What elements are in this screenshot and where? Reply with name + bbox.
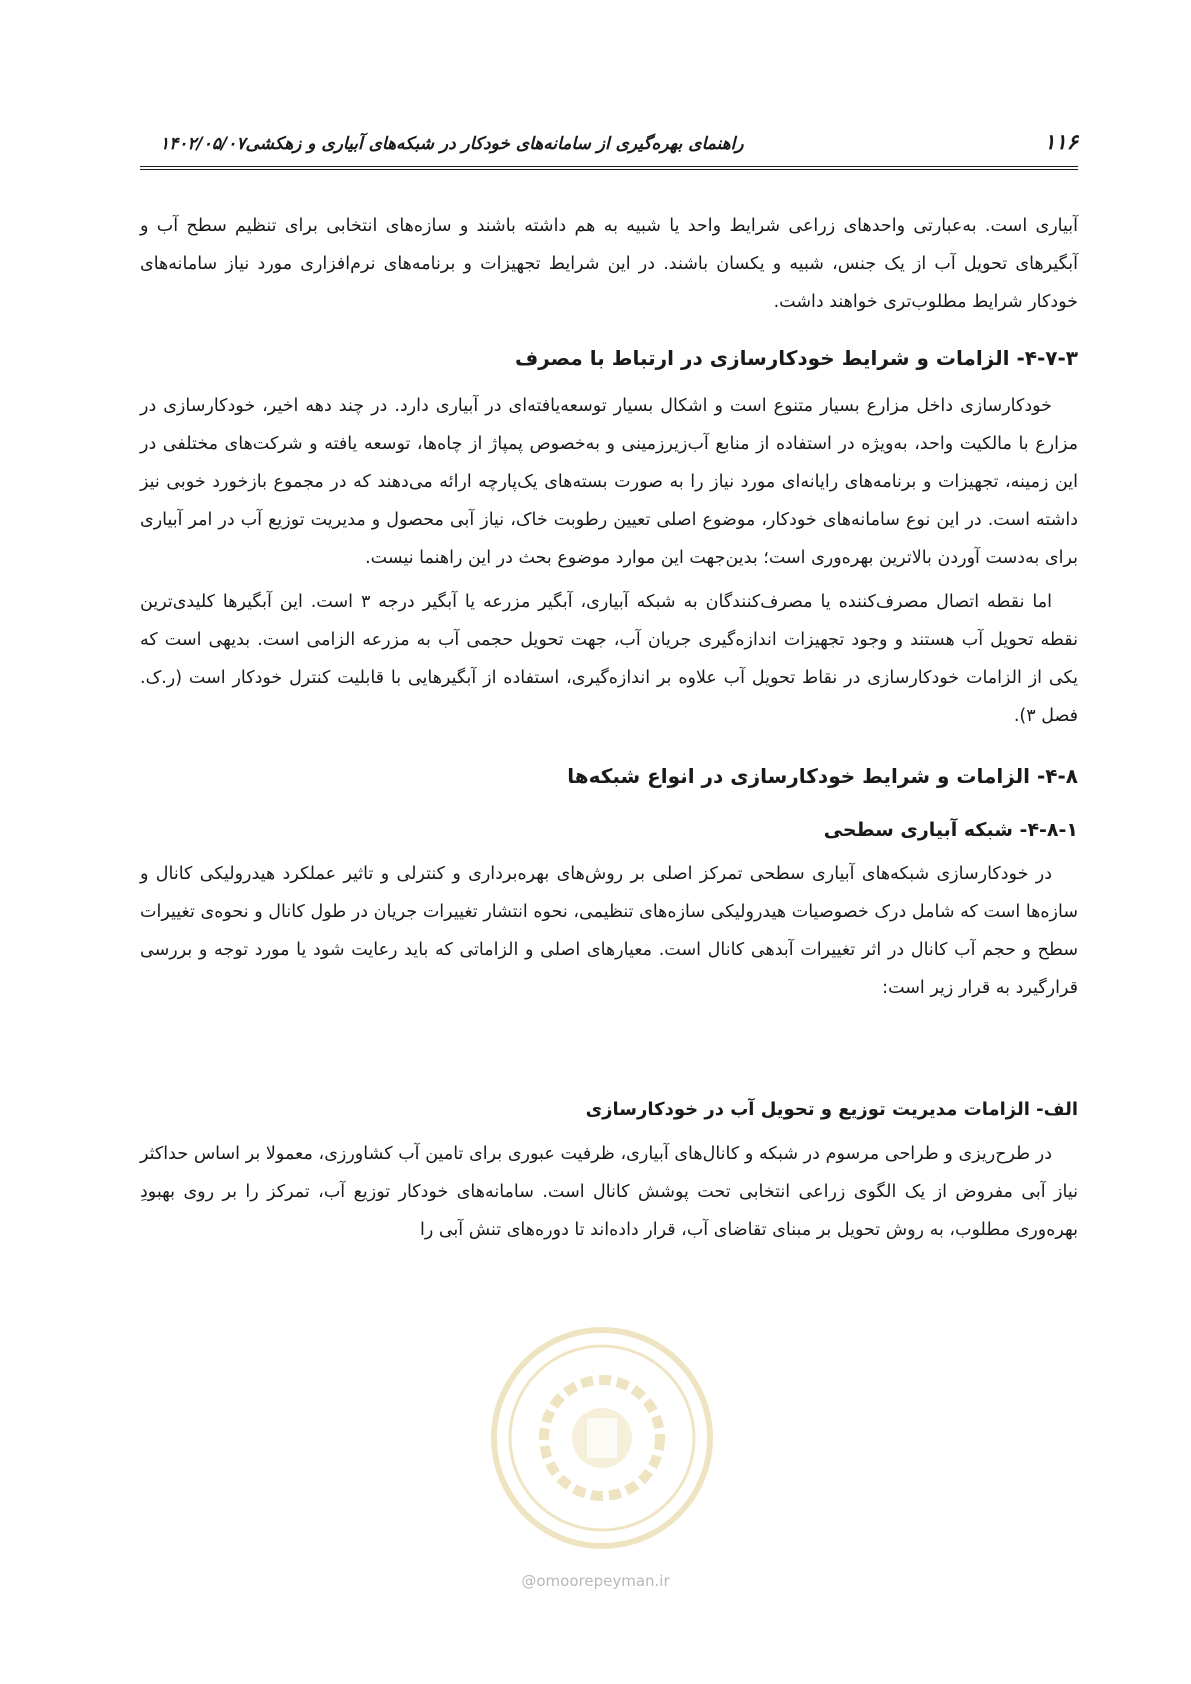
page-number: ۱۱۶ xyxy=(1044,130,1078,154)
paragraph-intro: آبیاری است. به‌عبارتی واحدهای زراعی شرایط واحد یا شبیه به هم داشته باشند و سازه‌های انتخابی برای تنظیم سطح آب و آبگیرهای تحویل آب از یک جنس، شبیه و یکسان باشند. در این شرایط تجهیزات و برنامه‌های نرم‌افزاری مورد نیاز سامانه‌های خودکار شرایط مطلوب‌تری خواهند داشت. xyxy=(140,216,1078,312)
paragraph-design: در طرح‌ریزی و طراحی مرسوم در شبکه و کانال‌های آبیاری، ظرفیت عبوری برای تامین آب کشاورزی، معمولا بر اساس حداکثر نیاز آبی مفروض از یک الگوی زراعی انتخابی تحت پوشش کانال است. سامانه‌های خودکار توزیع آب، تمرکز را بر روی بهبودِ بهره‌وری مطلوب، به روش تحویل بر مبنای تقاضای آب، قرار داده‌اند تا دوره‌های تنش آبی را xyxy=(140,1144,1078,1240)
running-title-date: ۱۴۰۲/۰۵/۰۷ xyxy=(160,134,246,154)
section-heading-4-8: ۴-۸- الزامات و شرایط خودکارسازی در انواع شبکه‌ها xyxy=(567,764,1078,788)
paragraph-connection: اما نقطه اتصال مصرف‌کننده یا مصرف‌کنندگان به شبکه آبیاری، آبگیر مزرعه یا آبگیر درجه ۳ است. این آبگیرها کلیدی‌ترین نقطه تحویل آب هستند و وجود تجهیزات اندازه‌گیری جریان آب، جهت تحویل حجمی آب به مزرعه الزامی است. بدیهی است که یکی از الزامات خودکارسازی در نقاط تحویل آب علاوه بر اندازه‌گیری، استفاده از آبگیرهایی با قابلیت کنترل خودکار است (ر.ک. فصل ۳). xyxy=(140,592,1078,726)
page-header xyxy=(140,124,1078,170)
watermark-seal-logo xyxy=(487,1323,717,1553)
running-title xyxy=(140,134,744,154)
page-body xyxy=(140,207,1078,1249)
paragraph-surface: در خودکارسازی شبکه‌های آبیاری سطحی تمرکز اصلی بر روش‌های بهره‌برداری و کنترلی و تاثیر عملکرد هیدرولیکی کانال و سازه‌ها است که شامل درک خصوصیات هیدرولیکی سازه‌های تنظیمی، نحوه انتشار تغییرات جریان در طول کانال و نحوه‌ی تغییرات سطح و حجم آب کانال در اثر تغییرات آبدهی کانال است. معیارهای اصلی و الزاماتی که باید رعایت شود یا مورد توجه و بررسی قرارگیرد به قرار زیر است: xyxy=(140,864,1078,998)
section-heading-4-7-3: ۴-۷-۳- الزامات و شرایط خودکارسازی در ارتباط با مصرف xyxy=(515,346,1078,370)
paragraph-farms: خودکارسازی داخل مزارع بسیار متنوع است و اشکال بسیار توسعه‌یافته‌ای در آبیاری دارد. در چند دهه اخیر، خودکارسازی در مزارع با مالکیت واحد، به‌ویژه در استفاده از منابع آب‌زیرزمینی و به‌خصوص پمپاژ از چاه‌ها، توسعه یافته و شرکت‌های مختلفی در این زمینه، تجهیزات و برنامه‌های رایانه‌ای مورد نیاز را به صورت بسته‌های یک‌پارچه ارائه می‌دهند که در مجموع بازخورد خوبی نیز داشته است. در این نوع سامانه‌های خودکار، موضوع اصلی تعیین رطوبت خاک، نیاز آبی محصول و مدیریت توزیع آب در امر آبیاری برای به‌دست آوردن بالاترین بهره‌وری است؛ بدین‌جهت این موارد موضوع بحث در این راهنما نیست. xyxy=(140,396,1078,568)
subheading-alef: الف- الزامات مدیریت توزیع و تحویل آب در خودکارسازی xyxy=(585,1099,1078,1120)
watermark-url: @omoorepeyman.ir xyxy=(521,1572,670,1590)
running-title-text: راهنمای بهره‌گیری از سامانه‌های خودکار در شبکه‌های آبیاری و زهکشی xyxy=(245,134,744,154)
section-heading-4-8-1: ۴-۸-۱- شبکه آبیاری سطحی xyxy=(823,819,1078,841)
